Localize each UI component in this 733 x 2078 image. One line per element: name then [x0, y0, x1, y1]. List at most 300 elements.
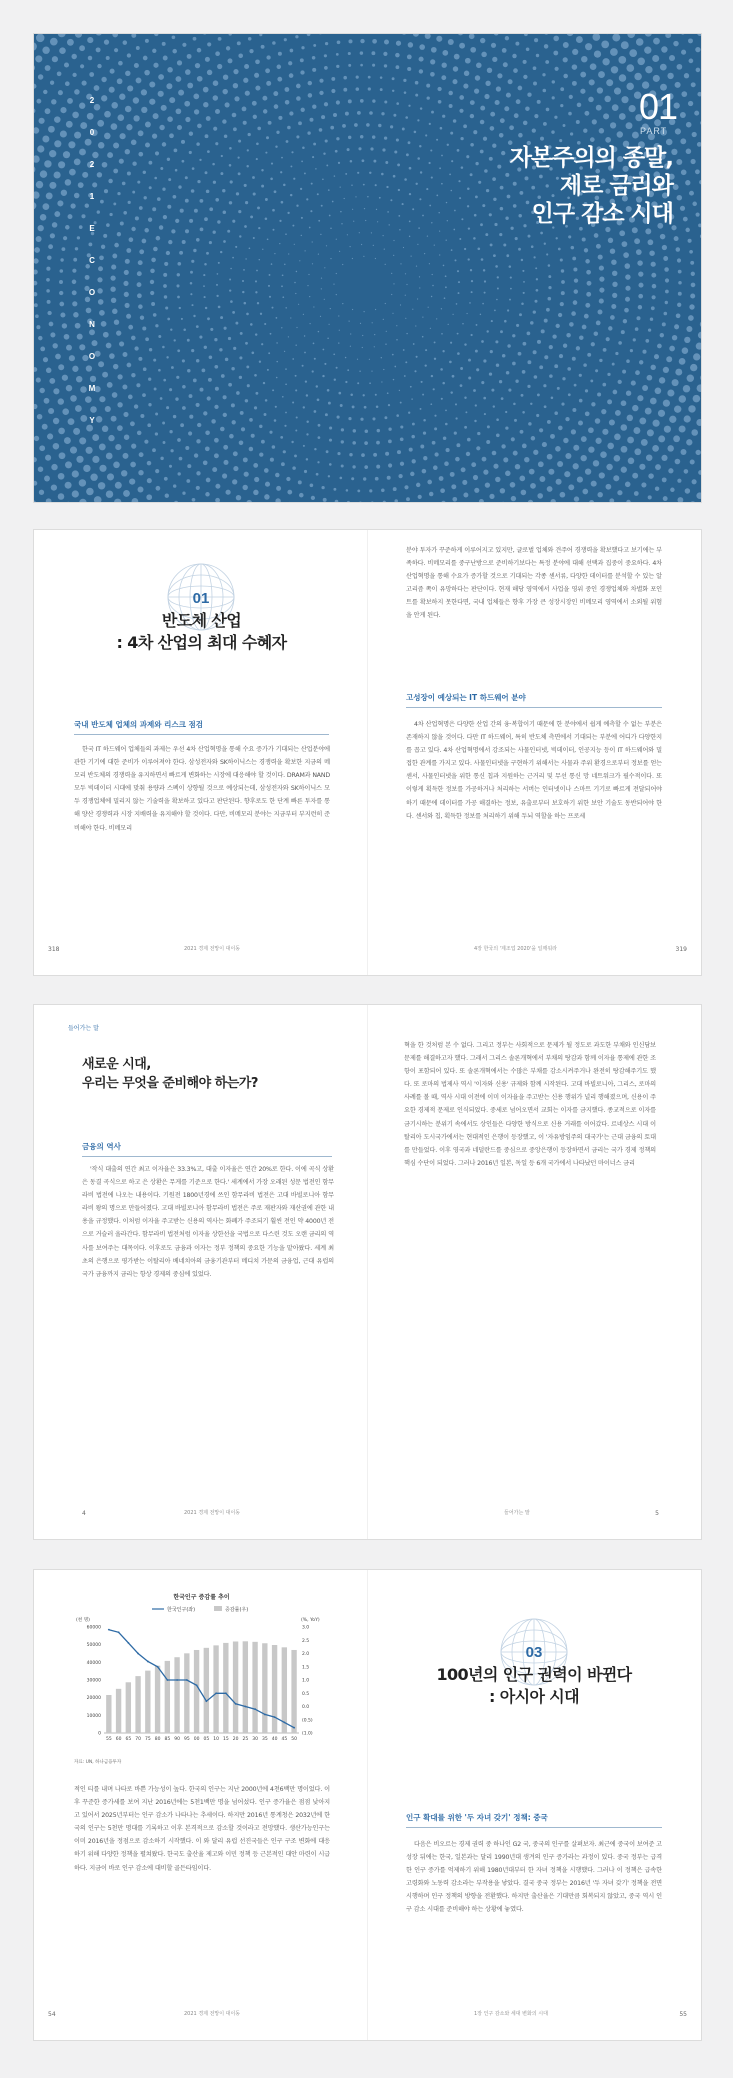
halftone-dot [554, 364, 558, 368]
page-number: 55 [679, 2011, 687, 2018]
halftone-dot [139, 452, 144, 457]
halftone-dot [165, 494, 169, 498]
halftone-dot [419, 276, 420, 277]
halftone-dot [408, 42, 413, 47]
halftone-dot [457, 333, 459, 335]
halftone-dot [97, 172, 102, 177]
halftone-dot [182, 43, 186, 47]
halftone-dot [563, 42, 569, 48]
halftone-dot [298, 304, 299, 305]
halftone-dot [652, 55, 659, 62]
halftone-dot [233, 451, 238, 456]
halftone-dot [489, 157, 493, 161]
halftone-dot [576, 346, 580, 350]
halftone-dot [179, 457, 183, 461]
halftone-dot [439, 476, 444, 481]
halftone-dot [461, 166, 464, 169]
halftone-dot [625, 263, 631, 269]
halftone-dot [484, 292, 486, 294]
halftone-dot [279, 243, 280, 244]
halftone-dot [228, 58, 233, 63]
halftone-dot [512, 362, 516, 366]
halftone-dot [492, 144, 496, 148]
growth-rate-point [157, 1666, 159, 1668]
halftone-dot [339, 330, 340, 331]
halftone-dot [351, 185, 352, 186]
halftone-dot [648, 328, 651, 331]
halftone-dot [489, 494, 494, 499]
halftone-dot [492, 57, 497, 62]
population-chart-canvas [74, 1601, 329, 1753]
halftone-dot [348, 39, 352, 43]
halftone-dot [205, 134, 209, 138]
halftone-dot [451, 249, 453, 251]
halftone-dot [560, 104, 563, 107]
halftone-dot [138, 357, 142, 361]
halftone-dot [276, 361, 277, 362]
halftone-dot [120, 133, 126, 139]
halftone-dot [196, 471, 200, 475]
halftone-dot [125, 71, 130, 76]
halftone-dot [598, 255, 603, 260]
halftone-dot [61, 190, 67, 196]
halftone-dot [296, 271, 297, 272]
halftone-dot [51, 484, 57, 490]
halftone-dot [583, 363, 587, 367]
halftone-dot [113, 169, 118, 174]
halftone-dot [60, 258, 63, 261]
halftone-dot [155, 469, 159, 473]
halftone-dot [688, 405, 695, 412]
halftone-dot [117, 192, 120, 195]
halftone-dot [623, 319, 627, 323]
halftone-dot [429, 492, 433, 496]
halftone-dot [73, 258, 77, 262]
halftone-dot [692, 132, 697, 137]
halftone-dot [399, 229, 401, 231]
halftone-dot [486, 440, 490, 444]
halftone-dot [205, 492, 210, 497]
halftone-dot [231, 403, 235, 407]
x-tick-label: 45 [281, 1737, 288, 1742]
halftone-dot [638, 271, 643, 276]
halftone-dot [381, 112, 384, 115]
halftone-dot [185, 446, 189, 450]
halftone-dot [58, 34, 66, 37]
halftone-dot [697, 384, 701, 392]
halftone-dot [239, 376, 242, 379]
halftone-dot [296, 84, 301, 89]
halftone-dot [660, 64, 667, 71]
halftone-dot [583, 129, 587, 133]
halftone-dot [106, 223, 110, 227]
halftone-dot [468, 377, 471, 380]
halftone-dot [34, 108, 35, 113]
halftone-dot [591, 342, 595, 346]
halftone-dot [270, 178, 273, 181]
chapter-title-line: : 4차 산업의 최대 수혜자 [116, 633, 287, 652]
halftone-dot [677, 258, 681, 262]
halftone-dot [606, 464, 612, 470]
halftone-dot [423, 431, 426, 434]
halftone-dot [304, 172, 306, 174]
halftone-dot [170, 449, 173, 452]
halftone-dot [422, 317, 423, 318]
halftone-dot [677, 303, 681, 307]
halftone-dot [254, 477, 259, 482]
halftone-dot [431, 177, 433, 179]
halftone-dot [131, 34, 136, 38]
halftone-dot [610, 122, 616, 128]
halftone-dot [282, 296, 284, 298]
halftone-dot [381, 357, 382, 358]
halftone-dot [223, 445, 228, 450]
halftone-dot [496, 299, 498, 301]
halftone-dot [406, 333, 407, 334]
halftone-dot [523, 60, 527, 64]
halftone-dot [652, 295, 656, 299]
halftone-dot [491, 320, 493, 322]
halftone-dot [118, 114, 125, 121]
halftone-dot [475, 350, 478, 353]
halftone-dot [144, 228, 149, 233]
halftone-dot [341, 464, 344, 467]
halftone-dot [608, 326, 612, 330]
halftone-dot [99, 465, 106, 472]
y-axis-label-left: (천 명) [76, 1618, 90, 1623]
halftone-dot [375, 184, 377, 186]
halftone-dot [322, 179, 324, 181]
vertical-letter: 2 [89, 160, 95, 169]
halftone-dot [276, 317, 278, 319]
halftone-dot [142, 239, 147, 244]
halftone-dot [681, 50, 686, 55]
halftone-dot [569, 95, 573, 99]
halftone-dot [530, 483, 536, 489]
halftone-dot [673, 435, 680, 442]
page-number: 318 [48, 946, 60, 953]
halftone-dot [445, 410, 447, 412]
halftone-dot [312, 263, 313, 264]
halftone-dot [64, 62, 69, 67]
halftone-dot [285, 87, 290, 92]
halftone-dot [634, 491, 639, 496]
halftone-dot [451, 484, 456, 489]
halftone-dot [576, 36, 583, 43]
halftone-dot [345, 357, 347, 359]
halftone-dot [504, 320, 507, 323]
halftone-dot [533, 350, 537, 354]
halftone-dot [267, 238, 269, 240]
halftone-dot [483, 137, 487, 141]
halftone-dot [176, 376, 179, 379]
halftone-dot [430, 403, 432, 405]
halftone-dot [104, 189, 108, 193]
halftone-dot [67, 98, 73, 104]
halftone-dot [166, 356, 168, 358]
halftone-dot [55, 354, 61, 360]
halftone-dot [77, 334, 83, 340]
halftone-dot [206, 116, 211, 121]
halftone-dot [244, 64, 249, 69]
halftone-dot [669, 416, 676, 423]
growth-rate-point [225, 1692, 227, 1694]
halftone-dot [523, 292, 525, 294]
halftone-dot [163, 441, 166, 444]
halftone-dot [414, 131, 417, 134]
halftone-dot [163, 56, 168, 61]
halftone-dot [504, 106, 509, 111]
halftone-dot [49, 150, 56, 157]
halftone-dot [98, 142, 105, 149]
halftone-dot [665, 278, 669, 282]
halftone-dot [304, 335, 305, 336]
halftone-dot [243, 457, 248, 462]
growth-rate-point [293, 1727, 295, 1729]
halftone-dot [456, 443, 460, 447]
halftone-dot [678, 281, 682, 285]
halftone-dot [162, 422, 165, 425]
halftone-dot [360, 135, 364, 139]
halftone-dot [112, 392, 118, 398]
halftone-dot [505, 426, 508, 429]
y-tick-label-right: (1.0) [302, 1731, 313, 1737]
halftone-dot [338, 392, 341, 395]
chart-title: 한국인구 증감률 추이 [173, 1594, 230, 1601]
halftone-dot [516, 324, 519, 327]
halftone-dot [484, 280, 486, 282]
population-bar [272, 1645, 277, 1733]
halftone-dot [79, 499, 86, 502]
halftone-dot [217, 64, 222, 69]
halftone-dot [346, 489, 349, 492]
chapter-number: 03 [525, 1644, 543, 1661]
halftone-dot [480, 106, 485, 111]
halftone-dot [65, 461, 72, 468]
halftone-dot [597, 392, 601, 396]
halftone-dot [567, 367, 571, 371]
halftone-dot [372, 99, 375, 102]
halftone-dot [205, 446, 210, 451]
halftone-dot [123, 40, 128, 45]
halftone-dot [292, 225, 294, 227]
halftone-dot [482, 303, 484, 305]
halftone-dot [383, 52, 387, 56]
halftone-dot [128, 395, 133, 400]
halftone-dot [282, 396, 284, 398]
halftone-dot [216, 284, 218, 286]
halftone-dot [404, 178, 407, 181]
halftone-dot [668, 468, 673, 473]
halftone-dot [270, 458, 274, 462]
halftone-dot [467, 187, 470, 190]
halftone-dot [232, 420, 236, 424]
halftone-dot [388, 463, 392, 467]
halftone-dot [497, 73, 502, 78]
halftone-dot [252, 101, 257, 106]
halftone-dot [471, 280, 473, 282]
halftone-dot [111, 298, 116, 303]
halftone-dot [63, 151, 70, 158]
halftone-dot [318, 436, 321, 439]
halftone-dot [686, 149, 692, 155]
halftone-dot [613, 475, 619, 481]
halftone-dot [559, 354, 563, 358]
halftone-dot [312, 105, 316, 109]
halftone-dot [236, 495, 241, 500]
halftone-dot [137, 282, 142, 287]
halftone-dot [302, 365, 304, 367]
halftone-dot [215, 498, 220, 502]
halftone-dot [560, 492, 566, 498]
halftone-dot [305, 250, 306, 251]
halftone-dot [528, 235, 531, 238]
halftone-dot [207, 317, 210, 320]
halftone-dot [155, 324, 158, 327]
halftone-dot [90, 473, 97, 480]
halftone-dot [491, 389, 494, 392]
halftone-dot [572, 64, 578, 70]
halftone-dot [691, 283, 696, 288]
halftone-dot [580, 72, 586, 78]
halftone-dot [285, 307, 286, 308]
halftone-dot [264, 494, 269, 499]
halftone-dot [275, 498, 280, 502]
halftone-dot [218, 37, 222, 41]
halftone-dot [528, 500, 533, 502]
halftone-dot [265, 482, 270, 487]
halftone-dot [318, 220, 320, 222]
halftone-dot [625, 274, 630, 279]
halftone-dot [454, 210, 456, 212]
halftone-dot [458, 180, 460, 182]
halftone-dot [350, 246, 351, 247]
halftone-dot [310, 118, 314, 122]
halftone-dot [527, 385, 530, 388]
halftone-dot [306, 421, 308, 423]
x-tick-label: 65 [125, 1737, 132, 1742]
halftone-dot [328, 475, 330, 477]
halftone-dot [490, 350, 493, 353]
halftone-dot [534, 375, 538, 379]
halftone-dot [457, 352, 460, 355]
halftone-dot [685, 488, 690, 493]
halftone-dot [385, 264, 386, 265]
halftone-dot [476, 368, 479, 371]
halftone-dot [274, 190, 277, 193]
halftone-dot [136, 383, 140, 387]
halftone-dot [411, 398, 412, 399]
halftone-dot [316, 473, 319, 476]
halftone-dot [617, 490, 622, 495]
halftone-dot [125, 106, 132, 113]
halftone-dot [178, 185, 181, 188]
halftone-dot [626, 83, 633, 90]
halftone-dot [593, 460, 599, 466]
halftone-dot [125, 149, 130, 154]
halftone-dot [200, 388, 204, 392]
halftone-dot [445, 286, 447, 288]
halftone-dot [481, 258, 484, 261]
halftone-dot [110, 287, 115, 292]
y-tick-label-right: 3.0 [302, 1625, 310, 1631]
halftone-dot [393, 175, 396, 178]
halftone-dot [126, 314, 131, 319]
halftone-dot [147, 478, 152, 483]
halftone-dot [205, 171, 208, 174]
halftone-dot [184, 101, 190, 107]
halftone-dot [148, 218, 152, 222]
halftone-dot [333, 353, 335, 355]
halftone-dot [415, 325, 416, 326]
halftone-dot [348, 417, 351, 420]
halftone-dot [269, 296, 271, 298]
halftone-dot [587, 353, 591, 357]
halftone-dot [169, 388, 172, 391]
halftone-dot [372, 417, 375, 420]
halftone-dot [98, 482, 105, 489]
halftone-dot [206, 252, 209, 255]
halftone-dot [112, 309, 117, 314]
halftone-dot [347, 234, 348, 235]
y-tick-label-left: 0 [98, 1731, 101, 1737]
halftone-dot [612, 293, 617, 298]
halftone-dot [679, 395, 686, 402]
halftone-dot [676, 313, 681, 318]
halftone-dot [150, 291, 154, 295]
halftone-dot [644, 47, 651, 54]
halftone-dot [296, 96, 301, 101]
halftone-dot [230, 268, 232, 270]
halftone-dot [667, 73, 673, 79]
halftone-dot [250, 323, 253, 326]
halftone-dot [267, 369, 269, 371]
halftone-dot [239, 235, 241, 237]
halftone-dot [557, 387, 560, 390]
halftone-dot [330, 258, 331, 259]
halftone-dot [180, 209, 184, 213]
halftone-dot [281, 157, 283, 159]
halftone-dot [523, 121, 528, 126]
y-tick-label-right: 2.5 [302, 1638, 310, 1644]
running-head: 2021 경제 전망이 대이동 [184, 1510, 241, 1516]
halftone-dot [145, 337, 149, 341]
halftone-dot [75, 323, 81, 329]
halftone-dot [611, 66, 618, 73]
halftone-dot [679, 358, 686, 365]
halftone-dot [611, 259, 616, 264]
halftone-dot [650, 317, 653, 320]
halftone-dot [299, 493, 304, 498]
halftone-dot [352, 465, 355, 468]
halftone-dot [545, 60, 549, 64]
halftone-dot [685, 228, 689, 232]
halftone-dot [356, 87, 360, 91]
halftone-dot [610, 315, 615, 320]
halftone-dot [66, 121, 73, 128]
halftone-dot [652, 284, 657, 289]
halftone-dot [682, 347, 689, 354]
halftone-dot [476, 324, 478, 326]
halftone-dot [125, 303, 130, 308]
halftone-dot [76, 376, 82, 382]
halftone-dot [214, 365, 218, 369]
halftone-dot [265, 218, 268, 221]
halftone-dot [431, 296, 432, 297]
halftone-dot [34, 367, 37, 372]
halftone-dot [584, 314, 589, 319]
halftone-dot [258, 227, 260, 229]
